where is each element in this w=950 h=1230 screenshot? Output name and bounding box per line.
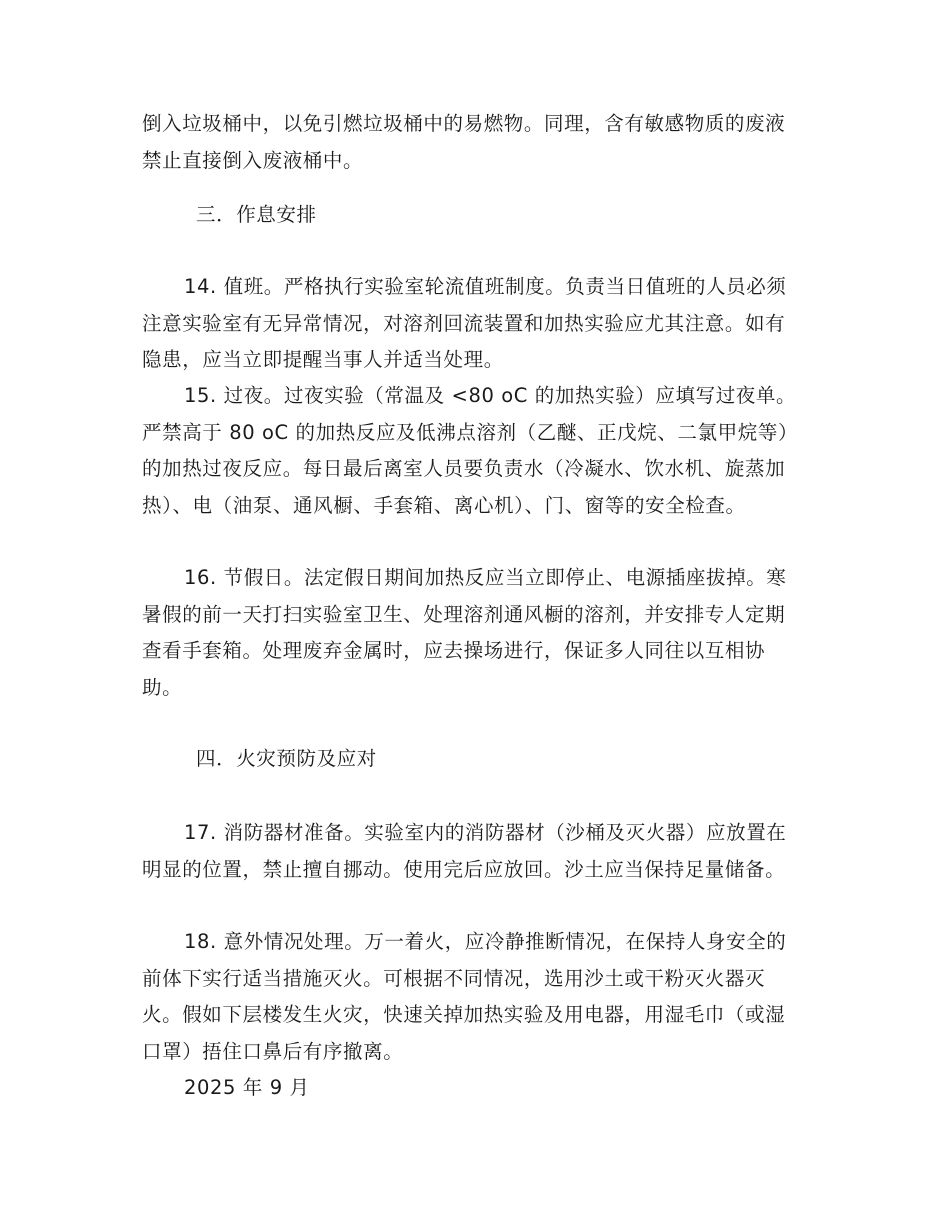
paragraph-15-overnight: 15. 过夜。过夜实验（常温及 <80 oC 的加热实验）应填写过夜单。严禁高于 80 oC 的加热反应及低沸点溶剂（乙醚、正戊烷、二氯甲烷等）的加热过夜反应。每日最后离室人员要负责水（冷凝水、饮水机、旋蒸加热）、电（油泵、通风橱、手套箱、离心机）、门、窗等的安全检查。 <box>142 384 799 517</box>
document-date: 2025 年 9 月 <box>184 1076 310 1099</box>
paragraph-17-equipment: 17. 消防器材准备。实验室内的消防器材（沙桶及灭火器）应放置在明显的位置，禁止擅自挪动。使用完后应放回。沙土应当保持足量储备。 <box>142 821 787 881</box>
paragraph-16-holidays: 16. 节假日。法定假日期间加热反应当立即停止、电源插座拔掉。寒暑假的前一天打扫实验室卫生、处理溶剂通风橱的溶剂，并安排专人定期查看手套箱。处理废弃金属时，应去操场进行，保证多人同往以互相协助。 <box>142 566 787 699</box>
section-heading-schedule: 三．作息安排 <box>196 203 317 226</box>
paragraph-continuation: 倒入垃圾桶中，以免引燃垃圾桶中的易燃物。同理，含有敏感物质的废液禁止直接倒入废液桶中。 <box>142 112 786 172</box>
section-heading-fire: 四．火灾预防及应对 <box>196 747 377 770</box>
paragraph-14-duty: 14. 值班。严格执行实验室轮流值班制度。负责当日值班的人员必须注意实验室有无异常情况，对溶剂回流装置和加热实验应尤其注意。如有隐患，应当立即提醒当事人并适当处理。 <box>142 275 787 371</box>
paragraph-18-emergency: 18. 意外情况处理。万一着火，应冷静推断情况，在保持人身安全的前体下实行适当措施灭火。可根据不同情况，选用沙土或干粉灭火器灭火。假如下层楼发生火灾，快速关掉加热实验及用电器，用湿毛巾（或湿口罩）捂住口鼻后有序撤离。 <box>142 930 787 1063</box>
